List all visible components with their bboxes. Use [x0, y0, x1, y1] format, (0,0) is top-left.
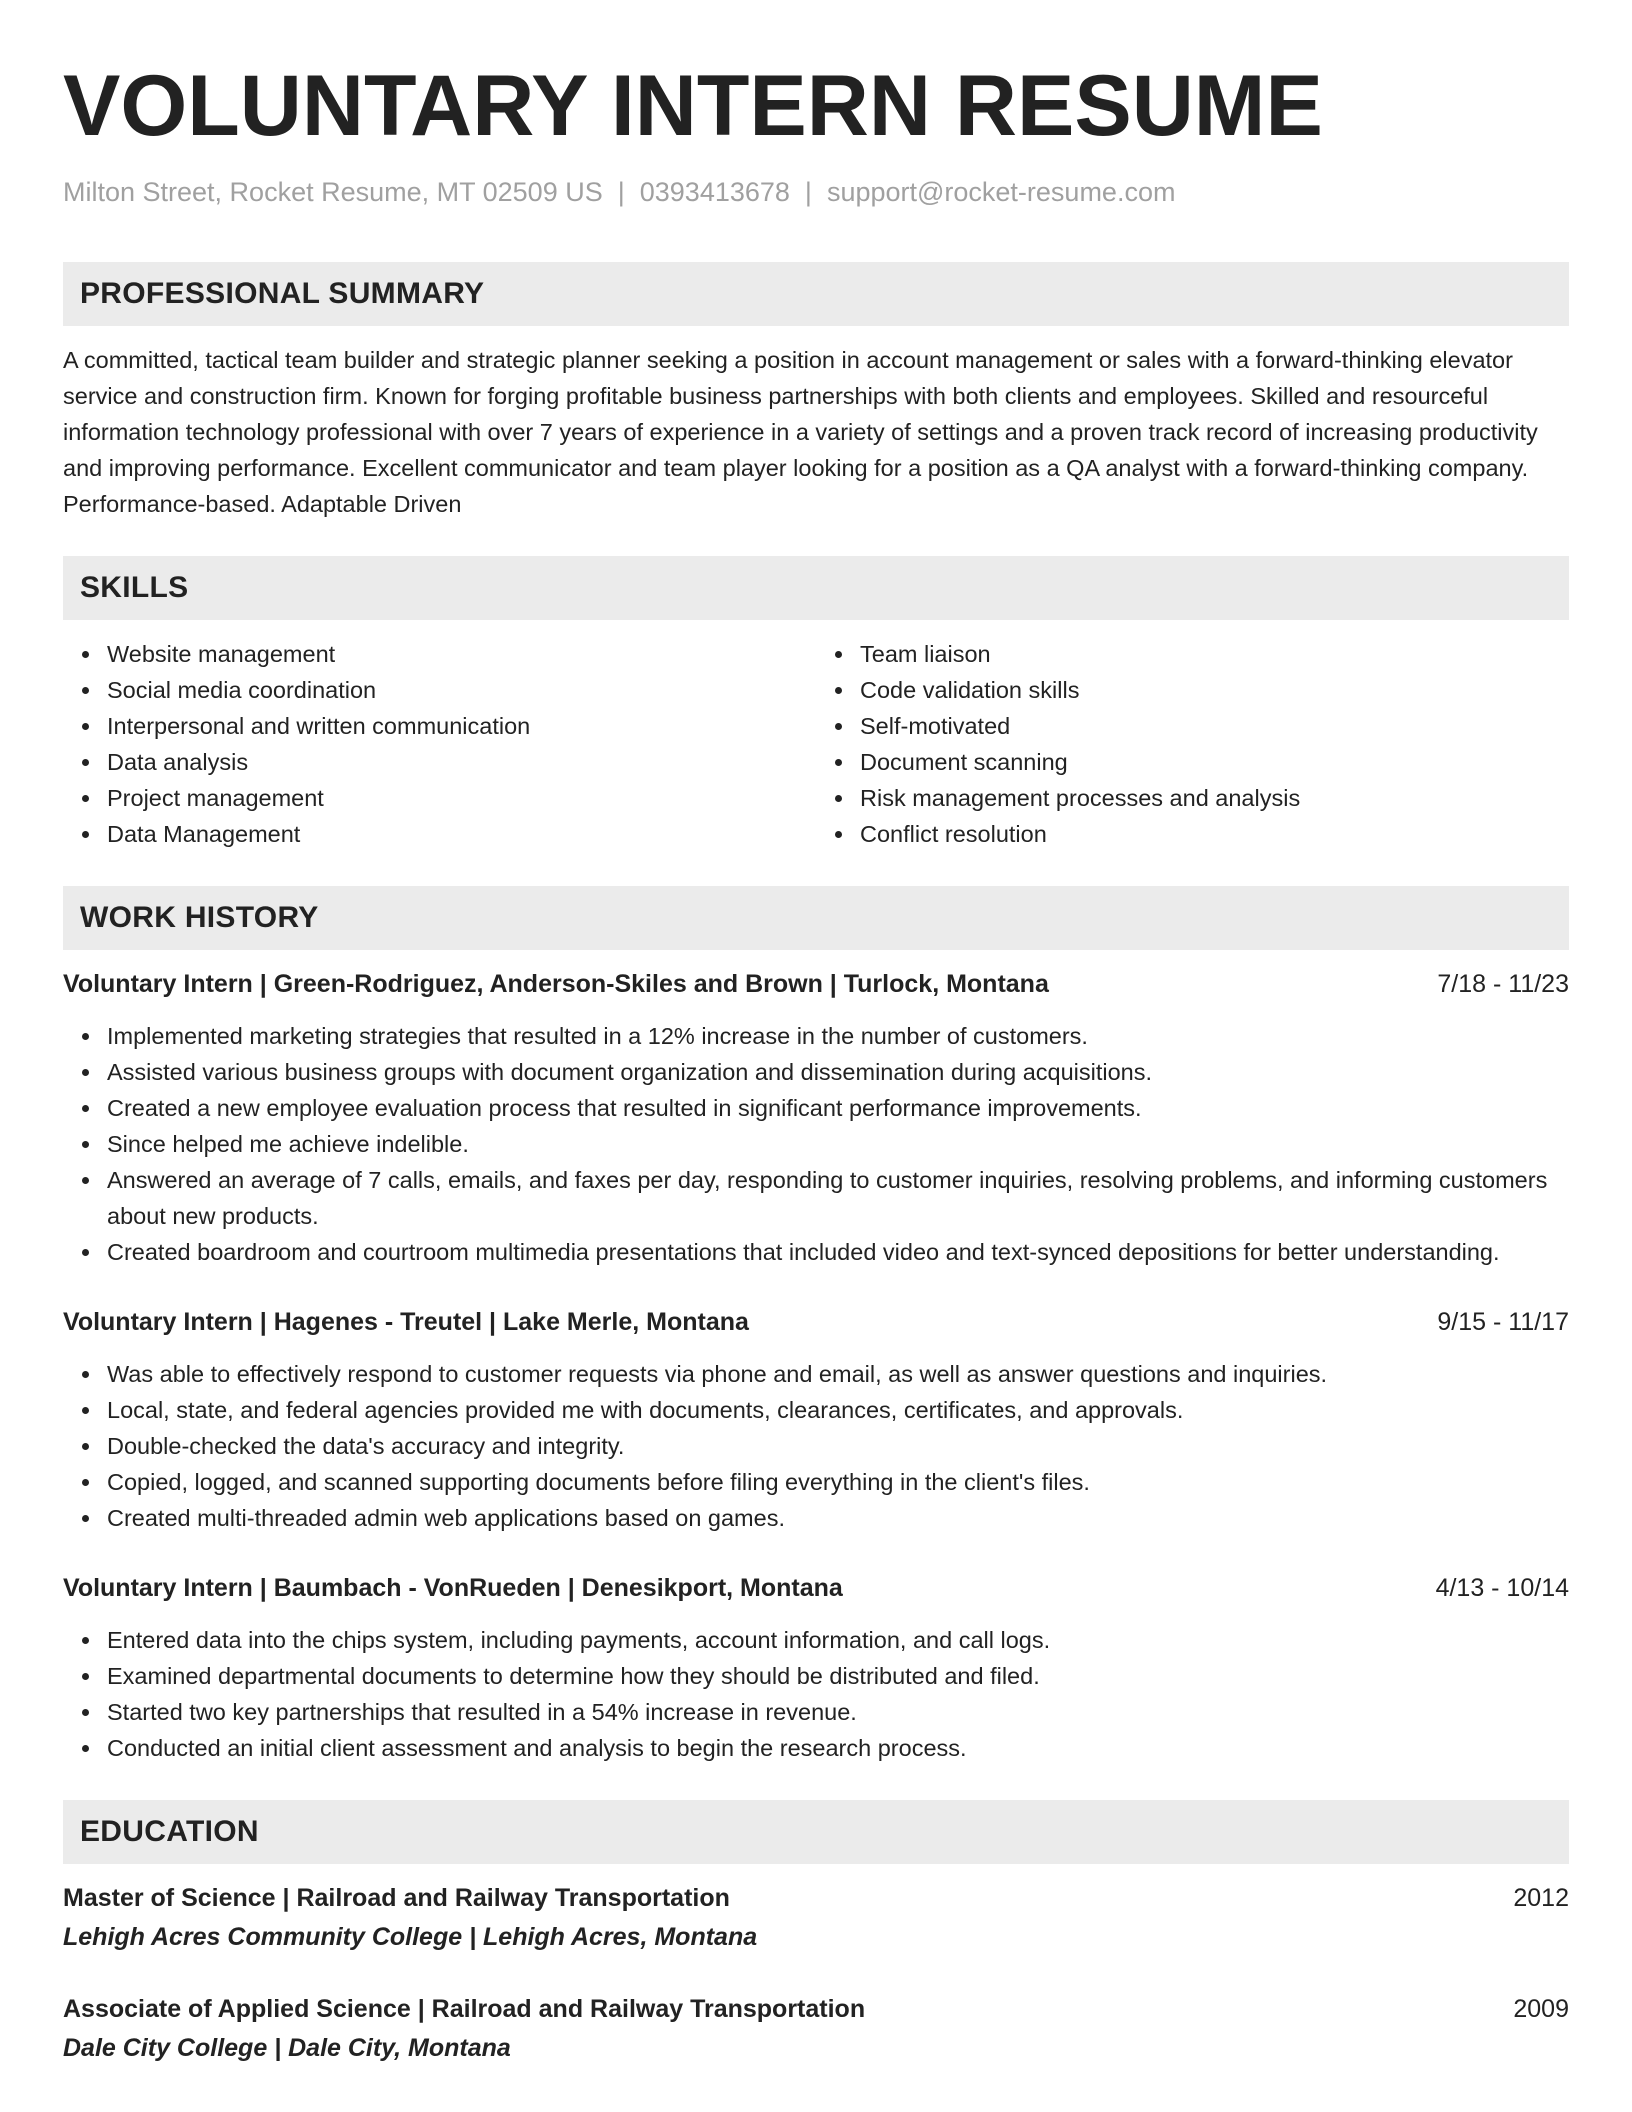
skill-item: Team liaison — [860, 636, 1569, 672]
job-dates: 4/13 - 10/14 — [1435, 1574, 1569, 1602]
skill-item: Self-motivated — [860, 708, 1569, 744]
job-bullet: Was able to effectively respond to customer requests via phone and email, as well as answer questions and inquiries. — [107, 1356, 1569, 1392]
job-header — [63, 966, 1569, 1002]
skill-item: Document scanning — [860, 744, 1569, 780]
section-heading-education: EDUCATION — [63, 1800, 1569, 1864]
skill-item: Risk management processes and analysis — [860, 780, 1569, 816]
skill-item: Social media coordination — [107, 672, 816, 708]
job-title: Voluntary Intern | Hagenes - Treutel | Lake Merle, Montana — [63, 1308, 749, 1336]
address: Milton Street, Rocket Resume, MT 02509 US — [63, 177, 603, 207]
education-header — [63, 1991, 1569, 2027]
graduation-year: 2012 — [1513, 1884, 1569, 1912]
job-bullet: Answered an average of 7 calls, emails, and faxes per day, responding to customer inquiries, resolving problems, and informing customers about new products. — [107, 1162, 1569, 1234]
job-bullet: Assisted various business groups with document organization and dissemination during acquisitions. — [107, 1054, 1569, 1090]
job-header — [63, 1570, 1569, 1606]
job-bullet: Created boardroom and courtroom multimedia presentations that included video and text-synced depositions for better understanding. — [107, 1234, 1569, 1270]
job-bullet: Copied, logged, and scanned supporting documents before filing everything in the client's files. — [107, 1464, 1569, 1500]
graduation-year: 2009 — [1513, 1995, 1569, 2023]
section-heading-work-history: WORK HISTORY — [63, 886, 1569, 950]
degree: Master of Science | Railroad and Railway Transportation — [63, 1884, 730, 1912]
skill-item: Code validation skills — [860, 672, 1569, 708]
skill-item: Interpersonal and written communication — [107, 708, 816, 744]
job-bullet: Started two key partnerships that resulted in a 54% increase in revenue. — [107, 1694, 1569, 1730]
job-dates: 9/15 - 11/17 — [1437, 1308, 1569, 1336]
job-title: Voluntary Intern | Green-Rodriguez, Anderson-Skiles and Brown | Turlock, Montana — [63, 970, 1049, 998]
summary-text: A committed, tactical team builder and strategic planner seeking a position in account management or sales with a forward-thinking elevator service and construction firm. Known for forging profitable business partnerships with both clients and employees. Skilled and resourceful information technology professional with over 7 years of experience in a variety of settings and a proven track record of increasing productivity and improving performance. Excellent communicator and team player looking for a position as a QA analyst with a forward-thinking company. Performance-based. Adaptable Driven — [63, 347, 1538, 517]
job-entry — [63, 1304, 1569, 1536]
degree: Associate of Applied Science | Railroad and Railway Transportation — [63, 1995, 866, 2023]
job-bullet: Entered data into the chips system, including payments, account information, and call logs. — [107, 1622, 1569, 1658]
phone: 0393413678 — [639, 177, 790, 207]
job-bullets — [63, 1622, 1569, 1766]
section-heading-summary: PROFESSIONAL SUMMARY — [63, 262, 1569, 326]
education-header — [63, 1880, 1569, 1916]
skills-column-left — [63, 636, 816, 852]
job-title: Voluntary Intern | Baumbach - VonRueden | Denesikport, Montana — [63, 1574, 843, 1602]
job-bullet: Examined departmental documents to determine how they should be distributed and filed. — [107, 1658, 1569, 1694]
job-bullet: Conducted an initial client assessment and analysis to begin the research process. — [107, 1730, 1569, 1766]
email-link[interactable]: support@rocket-resume.com — [826, 177, 1176, 207]
job-bullet: Local, state, and federal agencies provided me with documents, clearances, certificates, and approvals. — [107, 1392, 1569, 1428]
education-entry — [63, 1991, 1569, 2066]
skill-item: Project management — [107, 780, 816, 816]
skill-item: Website management — [107, 636, 816, 672]
job-bullet: Since helped me achieve indelible. — [107, 1126, 1569, 1162]
job-entry — [63, 1570, 1569, 1766]
job-bullet: Created multi-threaded admin web applications based on games. — [107, 1500, 1569, 1536]
separator: | — [804, 177, 812, 207]
school: Dale City College | Dale City, Montana — [63, 2034, 511, 2062]
skill-item: Data Management — [107, 816, 816, 852]
school: Lehigh Acres Community College | Lehigh Acres, Montana — [63, 1923, 758, 1951]
job-bullets — [63, 1356, 1569, 1536]
education-entry — [63, 1880, 1569, 1955]
job-bullet: Double-checked the data's accuracy and integrity. — [107, 1428, 1569, 1464]
resume-title: VOLUNTARY INTERN RESUME — [63, 58, 1323, 154]
skill-item: Data analysis — [107, 744, 816, 780]
job-header — [63, 1304, 1569, 1340]
skills-column-right — [816, 636, 1569, 852]
job-bullets — [63, 1018, 1569, 1270]
skills-list — [63, 636, 1569, 852]
job-bullet: Created a new employee evaluation process that resulted in significant performance improvements. — [107, 1090, 1569, 1126]
separator: | — [617, 177, 625, 207]
job-entry — [63, 966, 1569, 1270]
section-heading-skills: SKILLS — [63, 556, 1569, 620]
job-dates: 7/18 - 11/23 — [1437, 970, 1569, 998]
contact-line — [63, 174, 1569, 210]
skill-item: Conflict resolution — [860, 816, 1569, 852]
job-bullet: Implemented marketing strategies that resulted in a 12% increase in the number of customers. — [107, 1018, 1569, 1054]
